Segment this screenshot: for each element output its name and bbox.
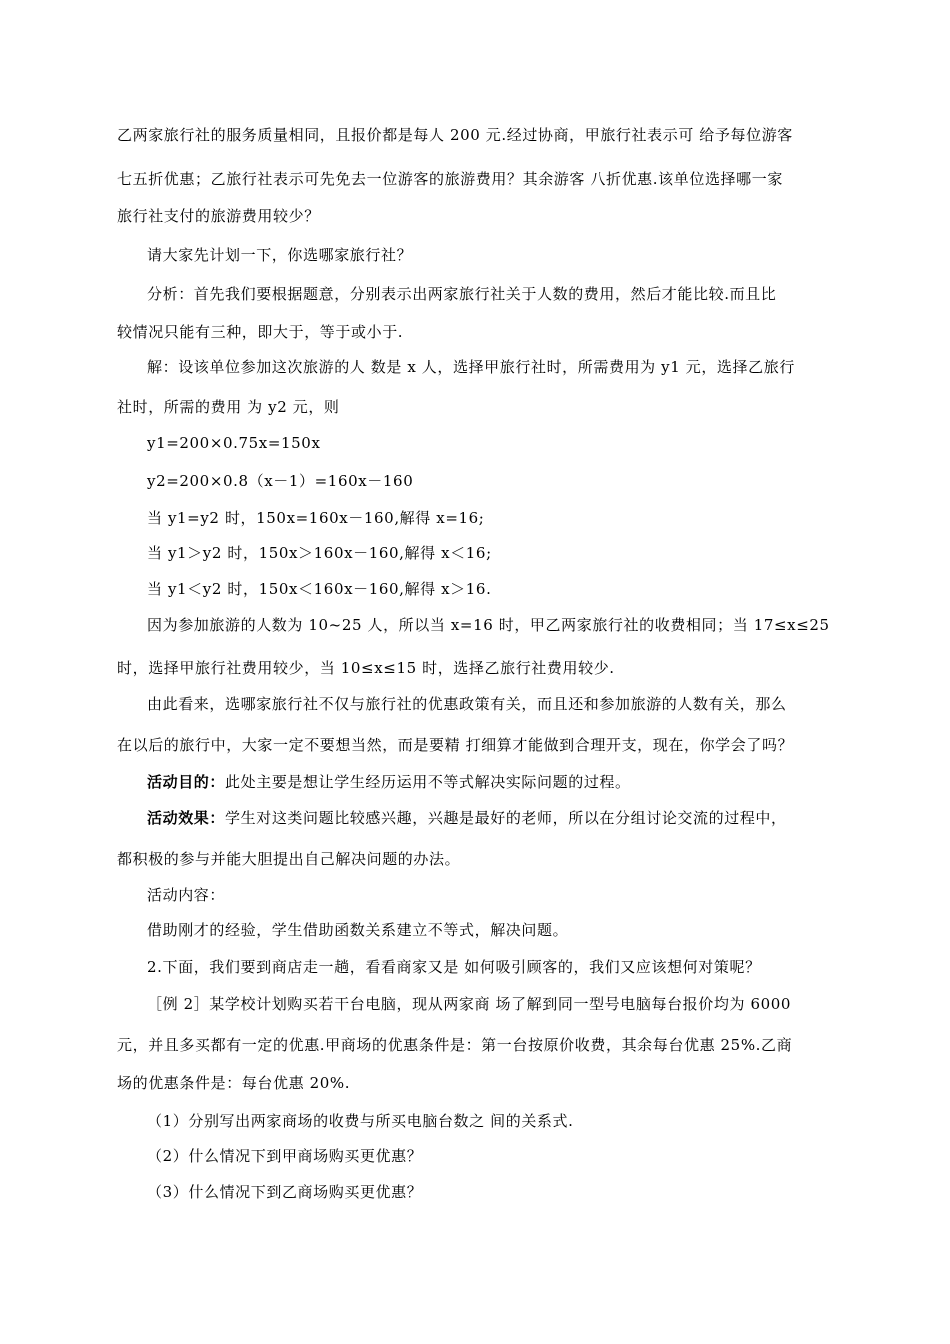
paragraph-line: 2.下面，我们要到商店走一趟，看看商家又是 如何吸引顾客的，我们又应该想何对策呢？: [147, 958, 761, 976]
equation-line: 当 y1＞y2 时，150x＞160x－160,解得 x＜16;: [147, 544, 492, 562]
paragraph-line: 场的优惠条件是：每台优惠 20%.: [117, 1074, 351, 1092]
paragraph-line: 活动内容：: [147, 886, 226, 904]
paragraph-line: ［例 2］某学校计划购买若干台电脑，现从两家商 场了解到同一型号电脑每台报价均为 6000: [147, 995, 792, 1013]
paragraph-line: 借助刚才的经验，学生借助函数关系建立不等式，解决问题。: [147, 921, 569, 939]
paragraph-line: 由此看来，选哪家旅行社不仅与旅行社的优惠政策有关，而且还和参加旅游的人数有关，那么: [147, 695, 787, 713]
paragraph-line: 都积极的参与并能大胆提出自己解决问题的办法。: [117, 850, 461, 868]
paragraph-line: 元，并且多买都有一定的优惠.甲商场的优惠条件是：第一台按原价收费，其余每台优惠 25%.乙商: [117, 1036, 793, 1054]
question-item: （2）什么情况下到甲商场购买更优惠？: [147, 1147, 423, 1165]
activity-effect-label: 活动效果：: [147, 809, 226, 827]
paragraph-line: 乙两家旅行社的服务质量相同，且报价都是每人 200 元.经过协商，甲旅行社表示可 给予每位游客: [117, 126, 793, 144]
equation-line: y2=200×0.8（x－1）=160x－160: [147, 472, 414, 490]
activity-purpose-label: 活动目的：: [147, 773, 226, 791]
paragraph-line: 请大家先计划一下，你选哪家旅行社？: [147, 246, 413, 264]
paragraph-line: 社时，所需的费用 为 y2 元，则: [117, 398, 340, 416]
question-item: （3）什么情况下到乙商场购买更优惠？: [147, 1183, 423, 1201]
paragraph-line: 在以后的旅行中，大家一定不要想当然，而是要精 打细算才能做到合理开支，现在，你学会了吗？: [117, 736, 794, 754]
paragraph-line: 时，选择甲旅行社费用较少，当 10≤x≤15 时，选择乙旅行社费用较少.: [117, 659, 615, 677]
activity-effect: [147, 808, 787, 828]
equation-line: y1=200×0.75x=150x: [147, 434, 321, 452]
paragraph-line: 七五折优惠；乙旅行社表示可先免去一位游客的旅游费用？其余游客 八折优惠.该单位选择哪一家: [117, 170, 783, 188]
activity-purpose-text: 此处主要是想让学生经历运用不等式解决实际问题的过程。: [225, 773, 631, 791]
activity-effect-text: 学生对这类问题比较感兴趣，兴趣是最好的老师，所以在分组讨论交流的过程中，: [225, 809, 787, 827]
paragraph-line: 解：设该单位参加这次旅游的人 数是 x 人，选择甲旅行社时，所需费用为 y1 元，选择乙旅行: [147, 358, 795, 376]
equation-line: 当 y1=y2 时，150x=160x－160,解得 x=16;: [147, 509, 485, 527]
paragraph-line: 旅行社支付的旅游费用较少？: [117, 207, 320, 225]
paragraph-line: 分析：首先我们要根据题意，分别表示出两家旅行社关于人数的费用，然后才能比较.而且比: [147, 285, 777, 303]
paragraph-line: 因为参加旅游的人数为 10~25 人，所以当 x=16 时，甲乙两家旅行社的收费相同；当 17≤x≤25: [147, 616, 830, 634]
paragraph-line: 较情况只能有三种，即大于，等于或小于.: [117, 323, 404, 341]
equation-line: 当 y1＜y2 时，150x＜160x－160,解得 x＞16.: [147, 580, 492, 598]
activity-purpose: [147, 772, 631, 792]
question-item: （1）分别写出两家商场的收费与所买电脑台数之 间的关系式.: [147, 1112, 574, 1130]
